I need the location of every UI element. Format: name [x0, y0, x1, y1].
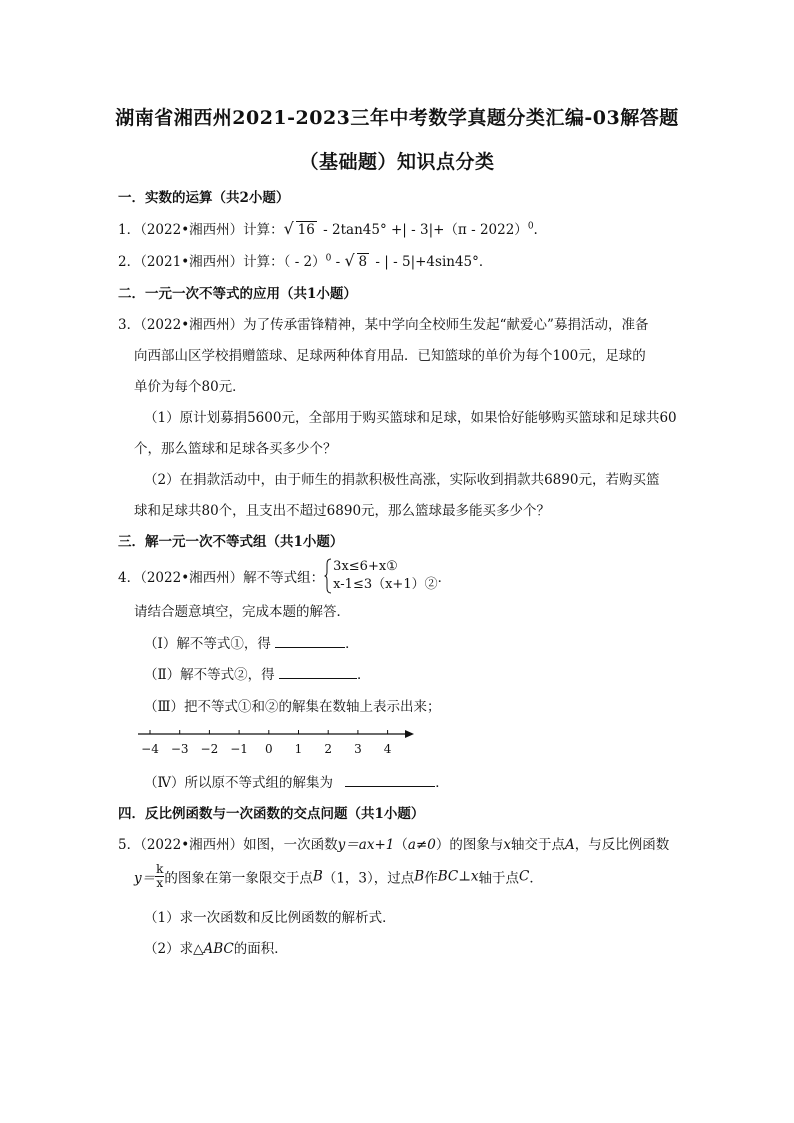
number-line-tick-label: −3	[170, 742, 189, 756]
inequality-2: x-1≤3（x+1）②	[333, 577, 438, 592]
question-4	[118, 558, 451, 594]
q3-line2: 向西部山区学校捐赠篮球、足球两种体育用品．已知篮球的单价为每个100元，足球的	[134, 348, 646, 364]
q2-prefix: 2．（2021•湘西州）计算：（ - 2）	[118, 254, 326, 270]
q5-line2	[134, 863, 543, 890]
inequality-1: 3x≤6+x①	[333, 559, 398, 574]
q4-prefix: 4．（2022•湘西州）解不等式组：	[118, 570, 325, 586]
radical-symbol-icon: √	[283, 219, 294, 238]
q4-step-1-text: （Ⅰ）解不等式①，得	[144, 636, 271, 652]
q5-text-2a: 的图象在第一象限交于点	[164, 870, 313, 887]
answer-blank-4[interactable]	[345, 773, 435, 787]
section-heading-1: 一．实数的运算（共2小题）	[118, 190, 290, 206]
number-line-tick-label: 3	[354, 742, 362, 756]
section-heading-3: 三．解一元一次不等式组（共1小题）	[118, 534, 344, 550]
q3-part1-line2: 个，那么篮球和足球各买多少个？	[134, 441, 337, 457]
radical-symbol-icon: √	[344, 251, 355, 270]
q5-x-axis-2: x	[470, 868, 479, 885]
q1-prefix: 1．（2022•湘西州）计算：	[118, 222, 284, 238]
q3-line3: 单价为每个80元．	[134, 379, 246, 395]
q5-text-g: 轴交于点	[510, 837, 565, 853]
number-line-tick-label: 0	[264, 742, 273, 756]
q5-text-2c: （1，3），过点	[322, 870, 415, 887]
q3-part1-line1: （1）原计划募捐5600元，全部用于购买篮球和足球，如果恰好能够购买篮球和足球共60	[144, 410, 677, 426]
q4-instruction: 请结合题意填空，完成本题的解答．	[134, 604, 350, 620]
q5-text-2i: 轴于点	[478, 870, 520, 887]
q1-radicand: 16	[297, 222, 315, 238]
number-line-tick-label: 2	[324, 742, 333, 756]
number-line-tick-label: 4	[383, 742, 392, 756]
question-2	[118, 250, 492, 270]
arrow-right-icon	[405, 730, 414, 738]
q5-text-i: ，与反比例函数	[574, 837, 670, 853]
left-brace-icon	[324, 558, 332, 594]
q5-condition: a≠0	[407, 837, 436, 853]
number-line-tick-label: 1	[294, 742, 303, 756]
q4-step-1	[144, 632, 359, 652]
q3-part2-line1: （2）在捐款活动中，由于师生的捐款积极性高涨，实际收到捐款共6890元，若购买篮	[144, 472, 660, 488]
q5-triangle-abc: ABC	[203, 941, 234, 957]
answer-blank-2[interactable]	[279, 665, 357, 679]
q5-text-b: （	[394, 837, 408, 853]
inequality-system	[324, 558, 437, 594]
number-line	[136, 724, 426, 758]
q5-text-2e: 作	[424, 870, 438, 887]
doc-title-line2: （基础题）知识点分类	[299, 151, 495, 173]
q4-step-2	[144, 663, 370, 683]
q5-part1: （1）求一次函数和反比例函数的解析式．	[144, 910, 396, 926]
doc-title-line1: 湖南省湘西州2021-2023三年中考数学真题分类汇编-03解答题	[115, 107, 679, 129]
answer-blank-1[interactable]	[275, 634, 345, 648]
q5-x-axis: x	[503, 837, 511, 853]
q5-p2-text-a: （2）求△	[144, 941, 204, 957]
q4-step-4	[144, 771, 449, 791]
q5-text-d: ）的图象与	[435, 837, 504, 853]
q5-linear-function: y＝ax+1	[337, 837, 395, 853]
fraction-denominator: x	[156, 876, 164, 890]
q2-radicand: 8	[358, 254, 368, 270]
q4-step-2-period: ．	[356, 667, 371, 683]
q4-end: ．	[437, 570, 452, 586]
q4-step-3: （Ⅲ）把不等式①和②的解集在数轴上表示出来；	[144, 699, 441, 715]
q5-text-a: 5．（2022•湘西州）如图，一次函数	[118, 837, 338, 853]
q3-part2-line2: 球和足球共80个，且支出不超过6890元，那么篮球最多能买多少个？	[134, 503, 551, 519]
q4-step-4-text: （Ⅳ）所以原不等式组的解集为	[144, 775, 333, 791]
q5-perp-symbol: ⊥	[458, 868, 471, 885]
q5-part2	[144, 937, 288, 957]
q4-step-1-period: ．	[345, 636, 359, 652]
q5-point-b: B	[312, 868, 323, 885]
q4-step-4-period: ．	[435, 775, 449, 791]
number-line-labels	[141, 742, 392, 756]
fraction-numerator: k	[156, 862, 164, 876]
sqrt-16	[283, 219, 317, 238]
q5-point-c: C	[519, 868, 530, 885]
q4-step-2-text: （Ⅱ）解不等式②，得	[144, 667, 275, 683]
q1-rest: - 2tan45° +| - 3|+（π - 2022）	[318, 222, 528, 238]
q5-line1	[118, 833, 669, 853]
number-line-tick-label: −4	[141, 742, 159, 756]
q2-exponent: 0	[325, 253, 332, 264]
q2-mid: -	[331, 254, 345, 270]
number-line-tick-label: −1	[230, 742, 248, 756]
q5-point-a: A	[564, 837, 575, 853]
q5-point-b-2: B	[414, 868, 425, 885]
sqrt-8	[344, 251, 370, 270]
q3-line1: 3．（2022•湘西州）为了传承雷锋精神，某中学向全校师生发起“献爱心”募捐活动，准备	[118, 317, 649, 333]
q2-rest: - | - 5|+4sin45°．	[371, 254, 493, 270]
q5-p2-text-c: 的面积．	[233, 941, 288, 957]
q1-exponent: 0	[527, 221, 534, 232]
q5-segment-bc: BC	[437, 868, 459, 885]
q5-y-equals: y＝	[134, 870, 156, 887]
section-heading-4: 四．反比例函数与一次函数的交点问题（共1小题）	[118, 806, 425, 822]
section-heading-2: 二．一元一次不等式的应用（共1小题）	[118, 286, 357, 302]
question-1	[118, 218, 538, 238]
q5-text-2k: ．	[529, 870, 543, 887]
number-line-tick-label: −2	[200, 742, 219, 756]
q1-end: .	[533, 222, 538, 238]
